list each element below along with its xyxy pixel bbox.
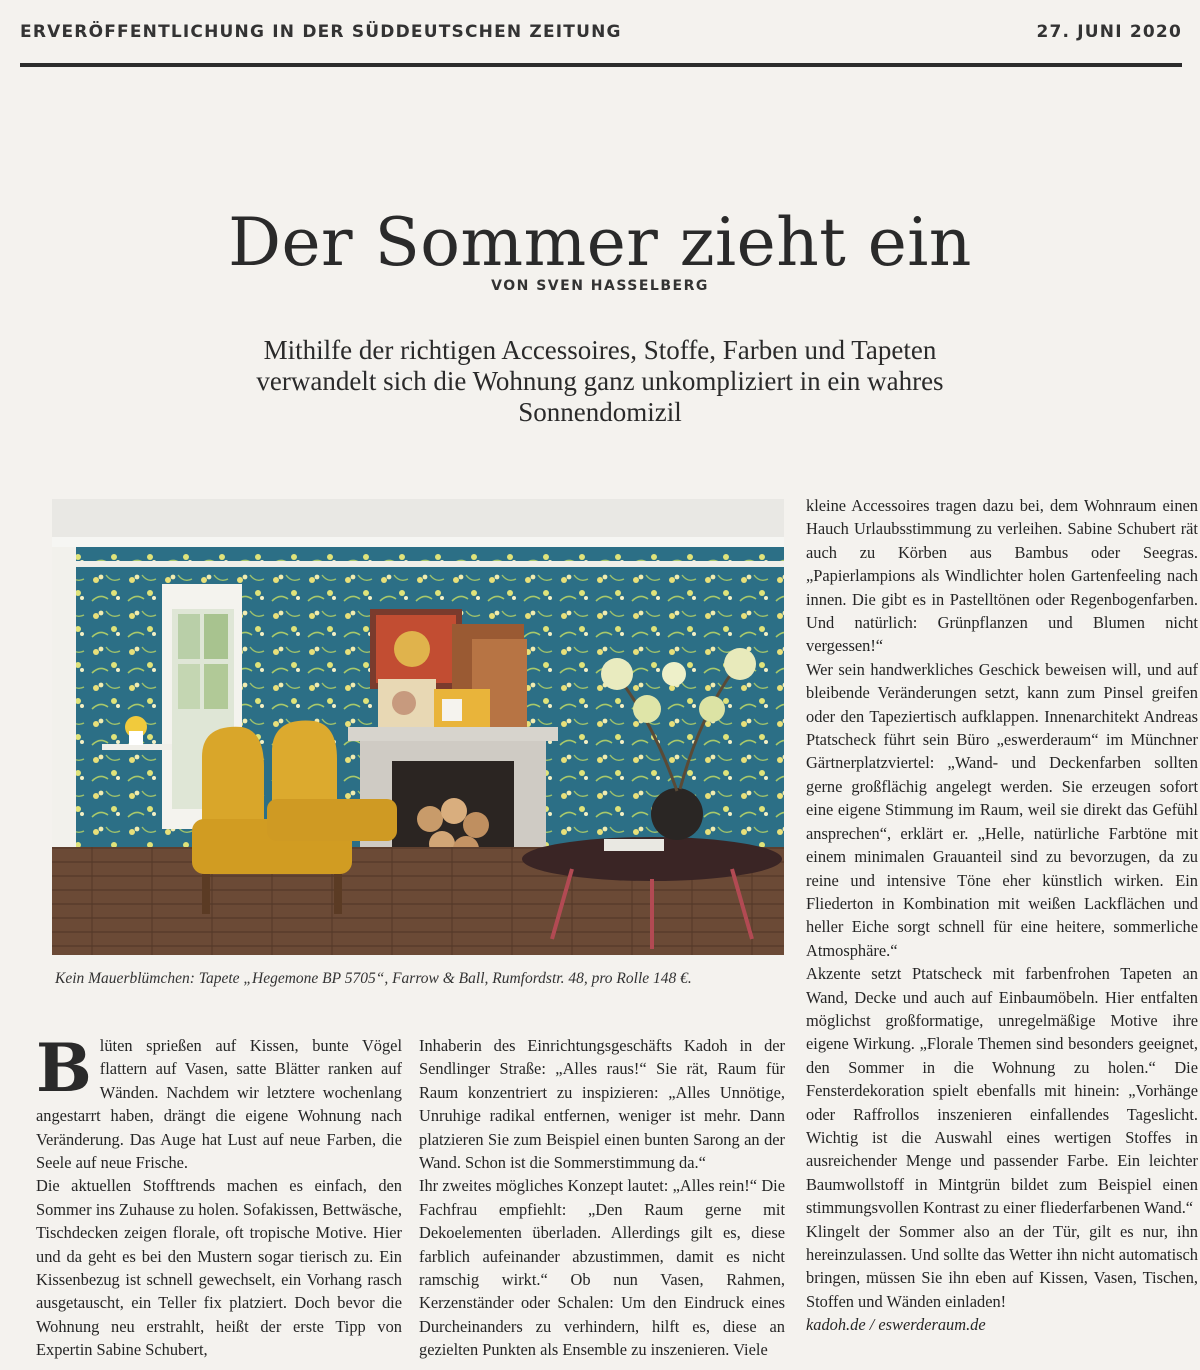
paragraph: Inhaberin des Einrichtungsgeschäfts Kadoh in der Sendlinger Straße: „Alles raus!“ Sie rät, Raum für Raum konzentriert zu inspizieren: „Alles Unnötige, Unruhige radikal entfernen, weniger ist mehr. Dann platzieren Sie zum Beispiel einen bunten Sarong an der Wand. Schon ist die Sommerstimmung da.“ <box>419 1036 785 1173</box>
article-byline: VON SVEN HASSELBERG <box>491 278 709 294</box>
newspaper-header <box>20 20 1182 48</box>
living-room-photo <box>52 499 784 955</box>
paragraph: Akzente setzt Ptatscheck mit farbenfrohen Tapeten an Wand, Decke und auch auf Einbaumöbeln. Hier entfalten möglichst großformatige, unregelmäßige Motive ihre eigene Wirkung. „Florale Themen sind besonders geeignet, den Sommer in die Wohnung zu holen.“ Die Fensterdekoration spielt ebenfalls mit hinein: „Vorhänge oder Raffrollos inszenieren einfallendes Tageslicht. Wichtig ist die Auswahl eines wertigen Stoffes in ausreichender Menge und passender Farbe. Ein leichter Baumwollstoff in Mintgrün bildet zum Beispiel einen stimmungsvollen Kontrast zu einer fliederfarbenen Wand.“ <box>806 964 1198 1218</box>
paragraph: Klingelt der Sommer also an der Tür, gilt es nur, ihn hereinzulassen. Und sollte das Wetter ihn nicht automatisch bringen, müssen Sie ihn eben auf Kissen, Vasen, Tischen, Stoffen und Wänden einladen! <box>806 1221 1198 1311</box>
publication-label: ERVERÖFFENTLICHUNG IN DER SÜDDEUTSCHEN ZEITUNG <box>20 22 622 42</box>
photo-caption: Kein Mauerblümchen: Tapete „Hegemone BP 5705“, Farrow & Ball, Rumfordstr. 48, pro Rolle 148 €. <box>55 970 692 987</box>
issue-date: 27. JUNI 2020 <box>1036 22 1182 42</box>
paragraph: Wer sein handwerkliches Geschick beweisen will, und auf bleibende Veränderungen setzt, kann zum Pinsel greifen oder den Tapeziertisch aufklappen. Innenarchitekt Andreas Ptatscheck führt sein Büro „eswerderaum“ im Münchner Gärtnerplatzviertel: „Wand- und Deckenfarben sollten gerne großflächig angelegt werden. Sie erzeugen sofort eine eigene Stimmung im Raum, weil sie direkt das Gefühl ansprechen“, erklärt er. „Helle, natürliche Farbtöne mit einem minimalen Grauanteil sind zu bevorzugen, da zu reine und intensive Töne eher künstlich wirken. Ein Fliederton in Kombination mit weißen Lackflächen und heller Eiche sorgt schnell für eine heitere, sommerliche Atmosphäre.“ <box>806 659 1198 960</box>
drop-cap: B <box>36 1029 92 1107</box>
paragraph-intro <box>36 1029 402 1174</box>
paragraph: kleine Accessoires tragen dazu bei, dem Wohnraum einen Hauch Urlaubsstimmung zu verleihen. Sabine Schubert rät auch zu Körben aus Bambus oder Seegras. „Papierlampions als Windlichter holen Gartenfeeling nach innen. Die gibt es in Pastelltönen oder Regenbogenfarben. Und natürlich: Grünpflanzen und Blumen nicht vergessen!“ <box>806 496 1198 656</box>
intro-text: lüten sprießen auf Kissen, bunte Vögel flattern auf Vasen, satte Blätter ranken auf Wänden. Nachdem wir letztere wochenlang angestarrt haben, drängt die eigene Wohnung nach Veränderung. Das Auge hat Lust auf neue Farben, die Seele auf neue Frische. <box>36 1036 402 1173</box>
column-3 <box>806 494 1198 1337</box>
header-rule <box>20 63 1182 67</box>
paragraph: Die aktuellen Stofftrends machen es einfach, den Sommer ins Zuhause zu holen. Sofakissen, Bettwäsche, Tischdecken zeigen florale, oft tropische Motive. Hier und da geht es bei den Mustern sogar tierisch zu. Ein Kissenbezug ist schnell gewechselt, ein Vorhang rasch ausgetauscht, ein Teller fix platziert. Doch bevor die Wohnung neu erstrahlt, heißt der erste Tipp von Expertin Sabine Schubert, <box>36 1176 402 1360</box>
column-2 <box>419 1034 785 1362</box>
column-1 <box>36 1029 402 1362</box>
source-credits: kadoh.de / eswerderaum.de <box>806 1315 986 1335</box>
article-title: Der Sommer zieht ein <box>228 204 972 282</box>
article-lead: Mithilfe der richtigen Accessoires, Stoffe, Farben und Tapeten verwandelt sich die Wohnung ganz unkompliziert in ein wahres Sonnendomizil <box>256 335 944 427</box>
paragraph: Ihr zweites mögliches Konzept lautet: „Alles rein!“ Die Fachfrau empfiehlt: „Den Raum gerne mit Dekoelementen überladen. Allerdings gilt es, diese farblich aufeinander abzustimmen, damit es nicht ramschig wirkt.“ Ob nun Vasen, Rahmen, Kerzenständer oder Schalen: Um den Eindruck eines Durcheinanders zu verhindern, hilft es, diese an gezielten Punkten als Ensemble zu inszenieren. Viele <box>419 1176 785 1360</box>
